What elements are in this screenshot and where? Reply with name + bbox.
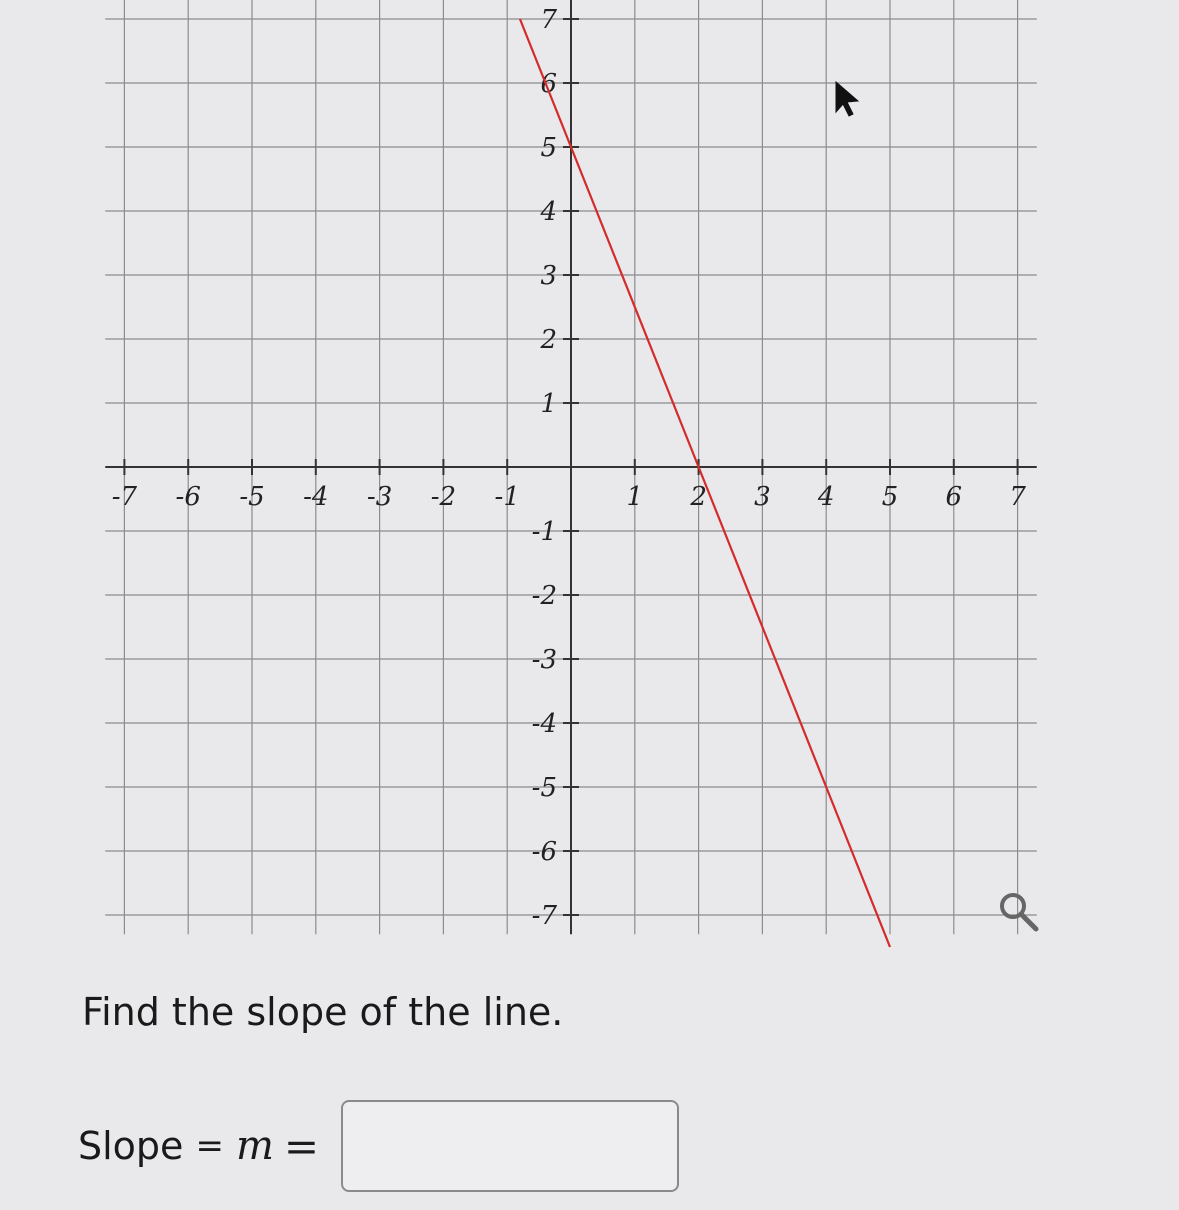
series-lines xyxy=(520,19,890,947)
x-tick-label: 7 xyxy=(1009,482,1026,512)
y-tick-label: 4 xyxy=(540,197,557,227)
y-tick-label: -7 xyxy=(531,901,557,931)
x-tick-label: 5 xyxy=(881,482,899,512)
y-tick-label: 7 xyxy=(540,5,557,35)
y-tick-label: -2 xyxy=(531,581,557,611)
y-tick-label: -5 xyxy=(531,773,557,803)
x-tick-label: 2 xyxy=(690,482,707,512)
equals-sign-2: = xyxy=(283,1121,320,1171)
y-tick-label: -6 xyxy=(531,837,557,867)
slope-variable: m xyxy=(235,1123,274,1169)
question-text: Find the slope of the line. xyxy=(82,990,564,1034)
arrow-cursor-icon xyxy=(836,82,858,116)
y-tick-label: 3 xyxy=(540,261,557,291)
series-line xyxy=(520,19,890,947)
y-tick-label: -4 xyxy=(531,709,557,739)
y-tick-label: 1 xyxy=(540,389,557,419)
axes xyxy=(105,0,1036,934)
x-tick-label: -3 xyxy=(366,482,393,512)
x-tick-label: -7 xyxy=(111,482,138,512)
y-tick-label: 5 xyxy=(540,133,557,163)
y-tick-label: -3 xyxy=(531,645,557,675)
x-tick-label: -1 xyxy=(494,482,520,512)
y-tick-label: 6 xyxy=(540,69,557,99)
slope-answer-input[interactable] xyxy=(341,1100,679,1192)
x-tick-label: 6 xyxy=(945,482,963,512)
x-tick-label: -2 xyxy=(430,482,457,512)
magnifier-icon[interactable] xyxy=(1002,895,1036,929)
x-tick-label: 1 xyxy=(626,482,644,512)
x-tick-label: -5 xyxy=(239,482,265,512)
y-tick-label: -1 xyxy=(531,517,557,547)
x-tick-label: -4 xyxy=(303,482,329,512)
slope-label: Slope xyxy=(78,1124,184,1168)
slope-answer-row xyxy=(78,1098,679,1194)
x-tick-label: 3 xyxy=(754,482,771,512)
y-tick-label: 2 xyxy=(540,325,557,355)
x-tick-label: 4 xyxy=(817,482,835,512)
x-tick-label: -6 xyxy=(175,482,201,512)
equals-sign: = xyxy=(195,1126,224,1166)
